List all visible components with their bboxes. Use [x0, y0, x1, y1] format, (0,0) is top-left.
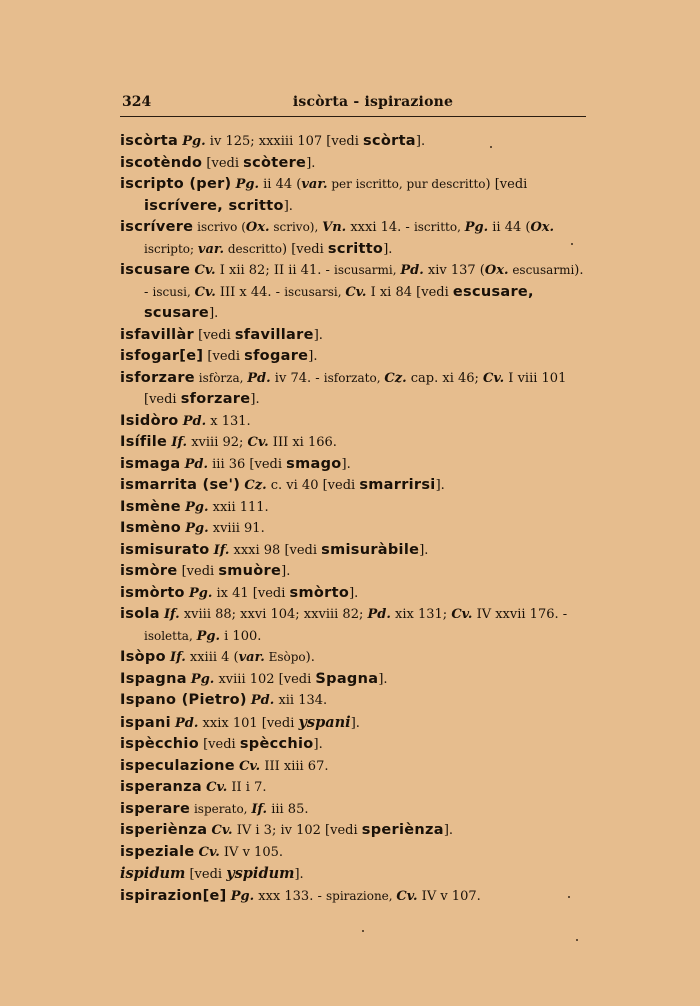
- form-text: iscusarsi,: [284, 284, 346, 299]
- entry-text: xxiii 4 (: [185, 650, 239, 665]
- dictionary-entry: [120, 777, 586, 799]
- entry-text: [vedi: [198, 737, 240, 752]
- cross-reference: sfavillare: [234, 326, 314, 343]
- entry-text: xiv 137 (: [423, 263, 485, 278]
- dictionary-entry: [120, 497, 586, 519]
- form-text: iscritto,: [413, 220, 465, 234]
- work-abbreviation: Pd.: [367, 607, 391, 622]
- entry-headword: iscrívere: [120, 219, 194, 235]
- entry-text: III xiii 67.: [260, 758, 329, 774]
- entry-text: ].: [341, 456, 351, 472]
- work-abbreviation: var.: [197, 241, 225, 257]
- work-abbreviation: Ox.: [245, 220, 270, 235]
- entry-headword: isforzare: [120, 369, 195, 386]
- dictionary-entry: [120, 475, 586, 497]
- work-abbreviation: Cv.: [345, 284, 367, 300]
- entry-headword: Ismène: [120, 498, 181, 515]
- dictionary-entry: [120, 217, 586, 260]
- dictionary-entry: [120, 540, 586, 562]
- entry-headword: Ismèno: [120, 520, 182, 536]
- dictionary-entry: [120, 886, 586, 908]
- entry-text: cap. xi 46;: [406, 370, 484, 386]
- cross-reference: scòtere: [243, 154, 307, 171]
- work-abbreviation: Cv.: [247, 435, 269, 450]
- dictionary-entry: [120, 368, 586, 411]
- entry-text: xii 134.: [274, 693, 328, 708]
- entry-text: ].: [419, 542, 429, 558]
- speck: [490, 146, 492, 148]
- work-abbreviation: Pg.: [464, 220, 489, 235]
- work-abbreviation: Pd.: [182, 413, 207, 429]
- work-abbreviation: If.: [251, 801, 268, 817]
- entry-headword: ispani: [120, 714, 171, 731]
- speck: [571, 243, 573, 245]
- entry-text: ].: [313, 737, 323, 752]
- dictionary-entry: [120, 518, 586, 540]
- dictionary-entry: [120, 174, 586, 217]
- work-abbreviation: Cv.: [194, 263, 216, 278]
- entry-text: ].: [350, 715, 360, 731]
- page-header: [120, 94, 586, 116]
- entry-text: iii 85.: [267, 801, 309, 817]
- entry-headword: iscotèndo: [120, 154, 203, 171]
- dictionary-entry: [120, 432, 586, 454]
- entry-text: ii 44 (: [488, 220, 531, 235]
- work-abbreviation: If.: [169, 650, 186, 665]
- entry-headword: isperare: [120, 800, 191, 817]
- entry-headword: ismòre: [120, 563, 178, 579]
- cross-reference: smago: [286, 455, 342, 472]
- entry-text: IV v 105.: [219, 844, 283, 860]
- italic-term: ispidum: [120, 865, 186, 882]
- cross-reference: scòrta: [363, 133, 416, 149]
- entry-headword: ispècchio: [120, 736, 199, 752]
- entry-text: [vedi: [185, 867, 227, 882]
- cross-reference: smuòre: [218, 563, 282, 579]
- form-text: iscripto;: [144, 241, 198, 256]
- entry-text: xxix 101 [vedi: [198, 715, 299, 731]
- entry-text: xxii 111.: [208, 499, 269, 515]
- work-abbreviation: Pg.: [196, 628, 220, 644]
- entry-text: ].: [306, 155, 316, 171]
- entry-text: ) [vedi: [281, 241, 328, 257]
- dictionary-entry: [120, 647, 586, 669]
- form-text: iscusarmi,: [334, 263, 401, 277]
- form-text: per iscritto, pur descritto: [327, 177, 486, 191]
- entry-text: xxxi 14. -: [346, 220, 414, 235]
- entry-text: ii 44 (: [259, 177, 302, 192]
- cross-reference: Spagna: [315, 670, 379, 687]
- work-abbreviation: Ox.: [530, 220, 555, 235]
- entry-text: xviii 91.: [208, 521, 265, 536]
- work-abbreviation: Cv.: [451, 607, 473, 622]
- entry-text: I xii 82; II ii 41. -: [215, 263, 335, 278]
- entry-text: III xi 166.: [268, 435, 337, 450]
- entry-text: ].: [294, 867, 304, 882]
- speck: [568, 896, 570, 898]
- work-abbreviation: Cv.: [239, 758, 261, 774]
- entry-text: [vedi: [194, 327, 235, 343]
- entry-headword: iscusare: [120, 262, 191, 278]
- entry-headword: ismarrita (se'): [120, 477, 241, 493]
- entry-text: iii 36 [vedi: [208, 456, 287, 472]
- dictionary-entry: [120, 669, 586, 691]
- work-abbreviation: Pg.: [230, 888, 255, 904]
- dictionary-entry: [120, 690, 586, 712]
- work-abbreviation: Pd.: [175, 715, 199, 731]
- form-text: scrivo),: [269, 220, 323, 234]
- entry-text: x 131.: [206, 413, 251, 429]
- form-text: isforzato,: [323, 370, 385, 385]
- work-abbreviation: Ox.: [484, 263, 509, 278]
- work-abbreviation: Cv.: [396, 888, 418, 904]
- dictionary-entry: [120, 346, 586, 368]
- italic-term: yspani: [298, 713, 351, 731]
- dictionary-entry: [120, 583, 586, 605]
- entry-text: ].: [349, 585, 359, 601]
- cross-reference: sfogare: [244, 348, 309, 364]
- entry-text: ].: [283, 198, 293, 214]
- page-number: 324: [122, 94, 152, 110]
- entry-text: iv 125; xxxiii 107 [vedi: [205, 134, 364, 149]
- italic-term: yspidum: [226, 865, 295, 882]
- work-abbreviation: Cv.: [206, 780, 228, 795]
- entry-headword: iscòrta: [120, 133, 179, 149]
- dictionary-entry: [120, 561, 586, 583]
- dictionary-entry: [120, 756, 586, 778]
- entry-text: c. vi 40 [vedi: [266, 478, 360, 493]
- dictionary-entry: [120, 820, 586, 842]
- dictionary-entry: [120, 842, 586, 864]
- entry-text: xxxi 98 [vedi: [229, 542, 322, 558]
- work-abbreviation: Pg.: [188, 585, 213, 601]
- entry-text: IV xxvii 176. -: [472, 607, 568, 622]
- cross-reference: scritto: [327, 240, 384, 257]
- entry-headword: isfavillàr: [120, 326, 194, 343]
- entry-text: xviii 102 [vedi: [214, 671, 316, 687]
- entry-text: ) [vedi: [485, 177, 528, 192]
- entry-text: [vedi: [177, 564, 219, 579]
- entry-text: i 100.: [220, 628, 262, 644]
- entry-text: IV v 107.: [417, 888, 481, 904]
- form-text: iscusi,: [152, 284, 195, 299]
- entry-text: xviii 88; xxvi 104; xxviii 82;: [179, 607, 368, 622]
- entry-text: IV i 3; iv 102 [vedi: [232, 823, 362, 838]
- work-abbreviation: Pd.: [250, 693, 275, 708]
- entry-text: ].: [313, 327, 323, 343]
- work-abbreviation: Pd.: [247, 370, 271, 386]
- work-abbreviation: Pd.: [400, 263, 424, 278]
- dictionary-entry: [120, 863, 586, 886]
- entry-headword: Isòpo: [120, 649, 166, 665]
- entry-text: xxx 133. -: [254, 888, 326, 904]
- work-abbreviation: Cz.: [244, 478, 267, 493]
- entry-text: II i 7.: [227, 780, 267, 795]
- entry-text: xix 131;: [390, 607, 452, 622]
- entry-text: ].: [209, 306, 219, 321]
- work-abbreviation: If.: [213, 542, 230, 558]
- cross-reference: spècchio: [239, 736, 314, 752]
- form-text: isoletta,: [144, 628, 197, 643]
- entry-text: ].: [378, 671, 388, 687]
- work-abbreviation: Pg.: [185, 499, 209, 515]
- entry-headword: isperanza: [120, 779, 202, 795]
- dictionary-entry: [120, 799, 586, 821]
- cross-reference: smòrto: [289, 584, 350, 601]
- form-text: escusarmi: [508, 263, 575, 277]
- cross-reference: smisuràbile: [321, 541, 420, 558]
- form-text: spirazione,: [326, 888, 397, 903]
- entry-text: [vedi: [203, 349, 245, 364]
- work-abbreviation: var.: [301, 177, 328, 192]
- entry-text: ).: [305, 650, 315, 665]
- work-abbreviation: Pd.: [184, 456, 209, 472]
- work-abbreviation: Cv.: [194, 284, 216, 300]
- header-rule: [120, 116, 586, 117]
- entry-headword: isola: [120, 606, 160, 622]
- dictionary-entry: [120, 153, 586, 175]
- entry-headword: ispirazion[e]: [120, 887, 227, 904]
- form-text: isfòrza,: [194, 370, 248, 385]
- speck: [576, 939, 578, 941]
- entry-text: ].: [435, 478, 445, 493]
- work-abbreviation: Pg.: [182, 134, 206, 149]
- entry-headword: isfogar[e]: [120, 348, 204, 364]
- cross-reference: smarrirsi: [359, 477, 436, 493]
- dictionary-entry: [120, 411, 586, 433]
- work-abbreviation: Pg.: [235, 177, 260, 192]
- dictionary-entry: [120, 260, 586, 325]
- entry-headword: ismisurato: [120, 541, 210, 558]
- cross-reference: speriènza: [361, 822, 444, 838]
- work-abbreviation: If.: [171, 435, 188, 450]
- form-text: descritto: [224, 241, 282, 256]
- work-abbreviation: Cv.: [483, 370, 505, 386]
- entry-headword: ispeziale: [120, 843, 195, 860]
- form-text: Esòpo: [264, 650, 306, 664]
- entry-text: ].: [250, 392, 260, 407]
- entry-headword: ismaga: [120, 455, 181, 472]
- form-text: isperato,: [190, 801, 252, 816]
- cross-reference: escusare, scusare: [144, 283, 534, 321]
- work-abbreviation: Pg.: [190, 671, 215, 687]
- entry-headword: ismòrto: [120, 584, 185, 601]
- dictionary-entry: [120, 604, 586, 647]
- dictionary-entry: [120, 325, 586, 347]
- entry-text: ].: [281, 564, 291, 579]
- dictionary-entries: [120, 131, 586, 907]
- work-abbreviation: Cv.: [211, 823, 233, 838]
- form-text: iscrivo (: [193, 220, 246, 234]
- entry-text: ].: [443, 823, 454, 838]
- entry-text: I viii 101 [vedi: [144, 370, 567, 407]
- entry-headword: Ispagna: [120, 670, 187, 687]
- entry-text: ].: [415, 134, 426, 149]
- entry-headword: ispeculazione: [120, 757, 235, 774]
- entry-text: III x 44. -: [215, 284, 285, 300]
- cross-reference: iscrívere, scritto: [144, 197, 284, 214]
- work-abbreviation: If.: [163, 607, 180, 622]
- work-abbreviation: Pg.: [185, 521, 209, 536]
- running-head: iscòrta - ispirazione: [292, 94, 454, 110]
- speck: [362, 930, 364, 932]
- dictionary-entry: [120, 454, 586, 476]
- entry-text: ].: [383, 241, 393, 257]
- cross-reference: sforzare: [180, 391, 251, 407]
- dictionary-entry: [120, 131, 586, 153]
- entry-text: ].: [308, 349, 318, 364]
- work-abbreviation: Vn.: [322, 220, 347, 235]
- entry-text: ix 41 [vedi: [212, 585, 290, 601]
- entry-headword: Isidòro: [120, 412, 179, 429]
- entry-text: xviii 92;: [187, 435, 248, 450]
- entry-headword: iscripto (per): [120, 176, 232, 192]
- entry-headword: isperiènza: [120, 822, 208, 838]
- dictionary-entry: [120, 712, 586, 735]
- work-abbreviation: var.: [238, 650, 265, 665]
- entry-text: I xi 84 [vedi: [366, 284, 453, 300]
- entry-text: [vedi: [202, 155, 244, 171]
- dictionary-entry: [120, 734, 586, 756]
- entry-text: ). -: [144, 263, 584, 300]
- entry-headword: Ispano (Pietro): [120, 692, 247, 708]
- work-abbreviation: Cv.: [198, 844, 220, 860]
- entry-headword: Isífile: [120, 434, 168, 450]
- work-abbreviation: Cz.: [384, 370, 407, 386]
- entry-text: iv 74. -: [270, 370, 324, 386]
